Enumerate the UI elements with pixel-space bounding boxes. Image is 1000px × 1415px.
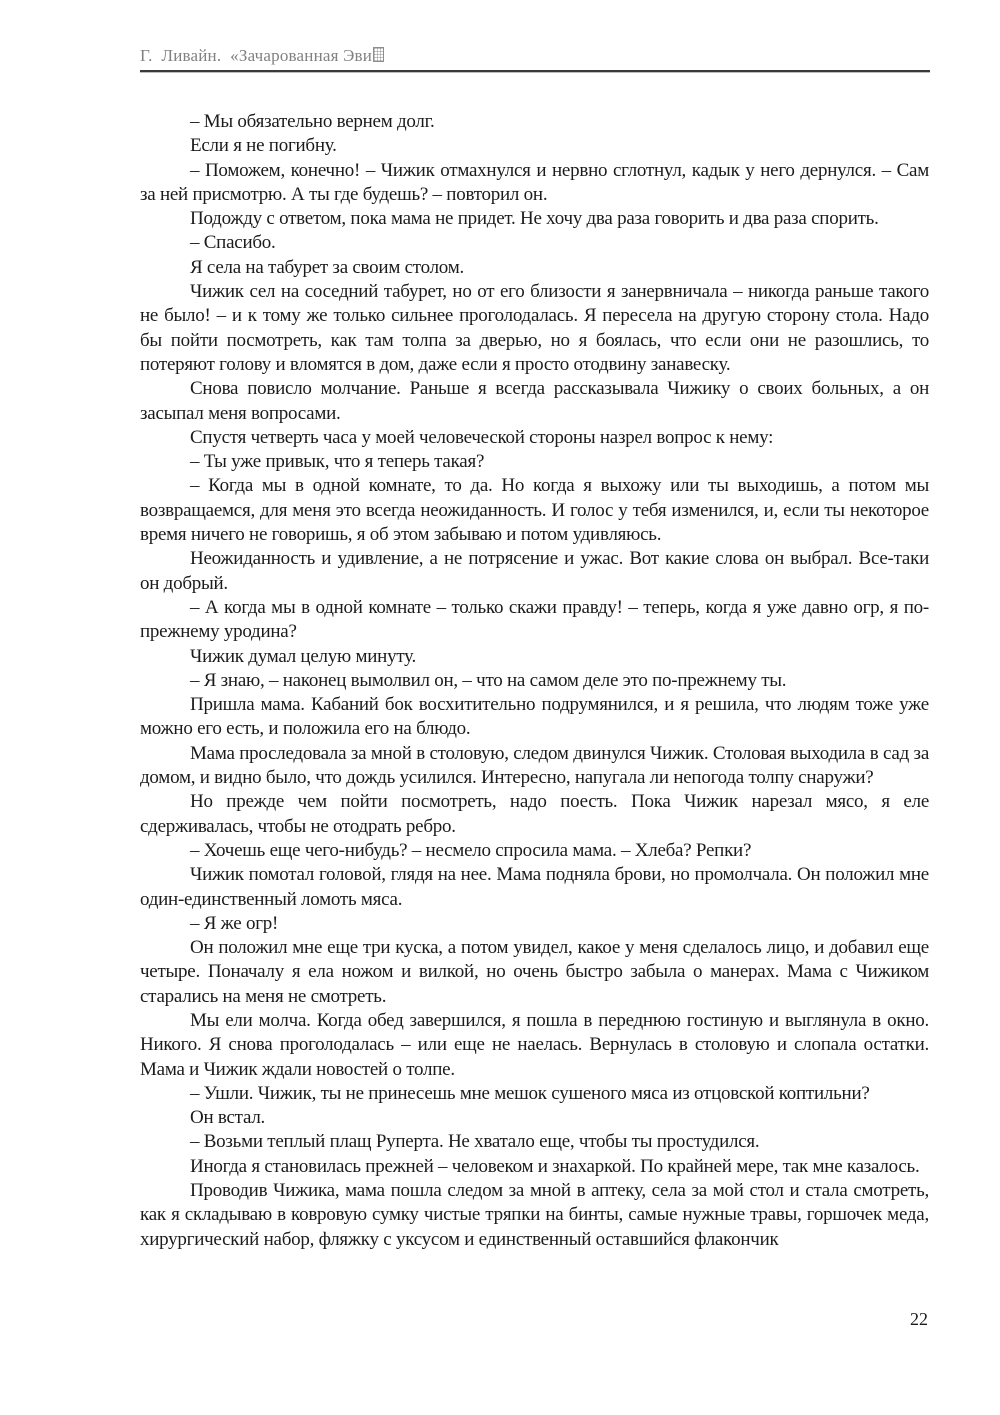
- paragraph: Он встал.: [190, 1107, 266, 1129]
- running-header: [140, 46, 384, 65]
- paragraph: Если я не погибну.: [190, 135, 337, 157]
- header-rule-divider: [140, 70, 930, 73]
- paragraph: – Спасибо.: [190, 232, 276, 254]
- paragraph: Мама проследовала за мной в столовую, следом двинулся Чижик. Столовая выходила в сад за домом, и видно было, что дождь усилился. Интересно, напугала ли непогода толпу снаружи?: [140, 742, 929, 789]
- paragraph: Подожду с ответом, пока мама не придет. Не хочу два раза говорить и два раза спорить.: [190, 208, 879, 230]
- page-number: 22: [910, 1309, 928, 1329]
- running-header-title: Г. Ливайн. «Зачарованная Эви: [140, 46, 373, 65]
- paragraph: – Поможем, конечно! – Чижик отмахнулся и нервно сглотнул, кадык у него дернулся. – Сам за ней присмотрю. А ты где будешь? – повторил он.: [140, 159, 929, 205]
- paragraph: – А когда мы в одной комнате – только скажи правду! – теперь, когда я уже давно огр, я по-прежнему уродина?: [140, 596, 929, 643]
- paragraph: – Я же огр!: [190, 912, 279, 934]
- paragraph: Но прежде чем пойти посмотреть, надо поесть. Пока Чижик нарезал мясо, я еле сдерживалась, чтобы не отодрать ребро.: [140, 791, 929, 837]
- paragraph: Спустя четверть часа у моей человеческой стороны назрел вопрос к нему:: [190, 426, 774, 448]
- paragraph: Неожиданность и удивление, а не потрясение и ужас. Вот какие слова он выбрал. Все-таки он добрый.: [140, 548, 929, 594]
- paragraph: – Ушли. Чижик, ты не принесешь мне мешок сушеного мяса из отцовской коптильни?: [190, 1082, 870, 1104]
- paragraph: – Хочешь еще чего-нибудь? – несмело спросила мама. – Хлеба? Репки?: [190, 839, 752, 861]
- paragraph: Проводив Чижика, мама пошла следом за мной в аптеку, села за мой стол и стала смотреть, как я складываю в ковровую сумку чистые тряпки на бинты, самые нужные травы, горшочек меда, хирургический набор, фляжку с уксусом и единственный оставшийся флакончик: [140, 1180, 929, 1250]
- paragraph: – Я знаю, – наконец вымолвил он, – что на самом деле это по-прежнему ты.: [190, 669, 787, 691]
- paragraph: Чижик сел на соседний табурет, но от его близости я занервничала – никогда раньше такого не было! – и к тому же только сильнее проголодалась. Я пересела на другую сторону стола. Надо бы пойти посмотреть, как там толпа за дверью, но я боялась, что если они не разошлись, то потеряют голову и вломятся в дом, даже если я просто отодвину занавеску.: [140, 281, 929, 375]
- missing-glyph-icon: [373, 47, 384, 62]
- paragraph: Он положил мне еще три куска, а потом увидел, какое у меня сделалось лицо, и добавил еще четыре. Поначалу я ела ножом и вилкой, но очень быстро забыла о манерах. Мама с Чижиком старались на меня не смотреть.: [140, 937, 929, 1007]
- paragraph: Иногда я становилась прежней – человеком и знахаркой. По крайней мере, так мне казалось.: [190, 1155, 920, 1177]
- paragraph: – Ты уже привык, что я теперь такая?: [190, 451, 485, 473]
- paragraph: – Возьми теплый плащ Руперта. Не хватало еще, чтобы ты простудился.: [190, 1131, 760, 1153]
- paragraph: Чижик помотал головой, глядя на нее. Мама подняла брови, но промолчала. Он положил мне один-единственный ломоть мяса.: [140, 864, 929, 910]
- paragraph: Мы ели молча. Когда обед завершился, я пошла в переднюю гостиную и выглянула в окно. Никого. Я снова проголодалась – или еще не наелась. Вернулась в столовую и слопала остатки. Мама и Чижик ждали новостей о толпе.: [140, 1009, 929, 1080]
- paragraph: – Когда мы в одной комнате, то да. Но когда я выхожу или ты выходишь, а потом мы возвращаемся, для меня это всегда неожиданность. И голос у тебя изменился, и, если ты некоторое время ничего не говоришь, я об этом забываю и потом удивляюсь.: [140, 475, 929, 546]
- paragraph: Снова повисло молчание. Раньше я всегда рассказывала Чижику о своих больных, а он засыпал меня вопросами.: [140, 378, 929, 424]
- paragraph: – Мы обязательно вернем долг.: [190, 111, 435, 132]
- paragraph: Чижик думал целую минуту.: [190, 645, 416, 667]
- page-text: [140, 110, 929, 1252]
- paragraph: Пришла мама. Кабаний бок восхитительно подрумянился, и я решила, что людям тоже уже можно его есть, и положила его на блюдо.: [140, 694, 929, 740]
- paragraph: Я села на табурет за своим столом.: [190, 256, 464, 278]
